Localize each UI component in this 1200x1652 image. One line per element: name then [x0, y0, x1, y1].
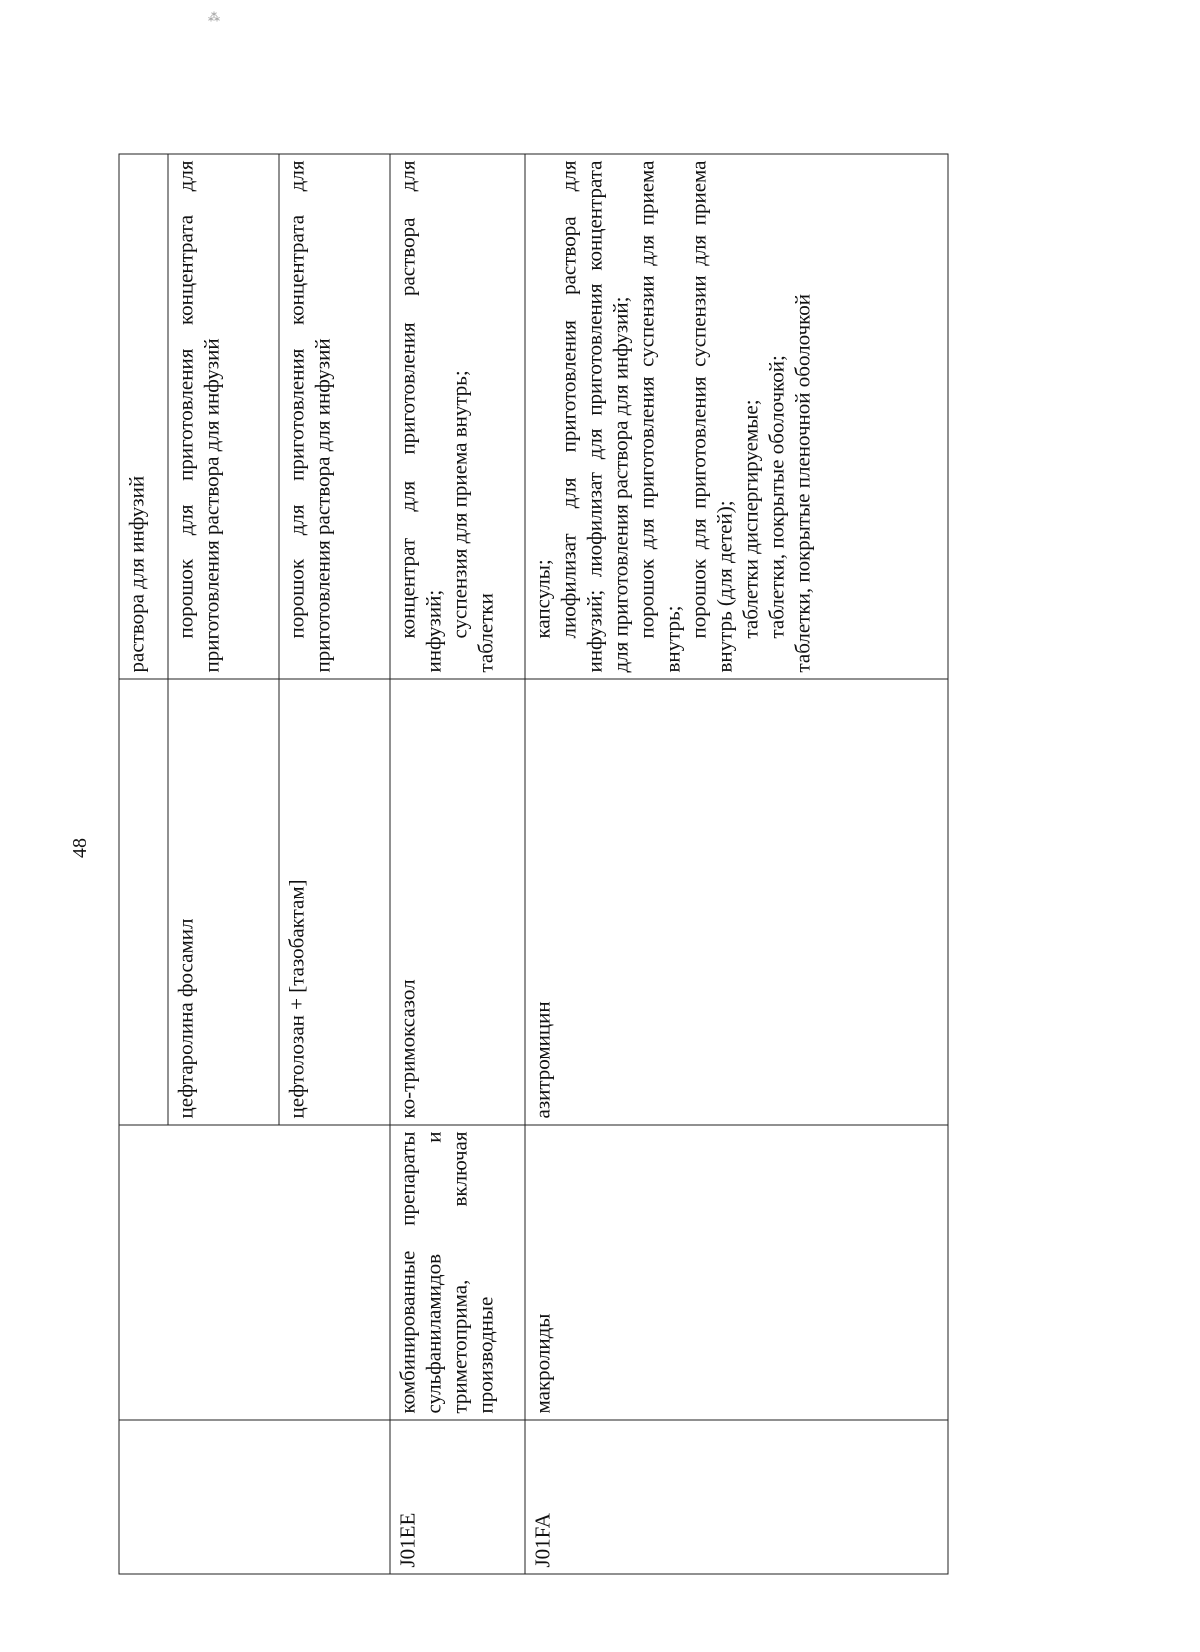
dosage-form-line: таблетки диспергируемые; [738, 399, 763, 639]
dosage-form-line: таблетки [473, 593, 498, 673]
medication-table [119, 154, 949, 1575]
page-number: 48 [69, 838, 91, 858]
dosage-forms-cell [168, 154, 279, 679]
dosage-form-line: порошок для приготовления суспензии для приема внутрь (для детей); [686, 160, 737, 673]
drug-name-cell: цефтолозан + [тазобактам] [279, 679, 390, 1125]
dosage-form-line: порошок для приготовления концентрата для приготовления раствора для инфузий [173, 160, 224, 673]
drug-name-cell: ко-тримоксазол [390, 679, 525, 1125]
group-cell: комбинированные препараты сульфаниламидов и триметоприма, включая производные [390, 1125, 525, 1420]
drug-name-cell [119, 679, 168, 1125]
dosage-forms-cell [279, 154, 390, 679]
table-row [119, 154, 168, 1574]
dosage-form-line: порошок для приготовления суспензии для приема внутрь; [634, 160, 685, 673]
group-cell [119, 1125, 390, 1420]
dosage-forms-cell [525, 154, 948, 679]
dosage-form-line: таблетки, покрытые оболочкой; [764, 355, 789, 639]
dosage-form-line: порошок для приготовления концентрата для приготовления раствора для инфузий [284, 160, 335, 673]
atc-code-cell: J01EE [390, 1420, 525, 1574]
medication-table-container [119, 155, 1054, 1575]
drug-name-cell: цефтаролина фосамил [168, 679, 279, 1125]
drug-name-cell: азитромицин [525, 679, 948, 1125]
dosage-form-line: капсулы; [530, 559, 555, 639]
group-cell: макролиды [525, 1125, 948, 1420]
dosage-form-line: таблетки, покрытые пленочной оболочкой [790, 293, 815, 673]
dosage-forms-cell [390, 154, 525, 679]
dosage-form-line: раствора для инфузий [124, 475, 149, 673]
dosage-form-line: концентрат для приготовления раствора для инфузий; [395, 160, 446, 673]
dosage-forms-cell [119, 154, 168, 679]
table-row [525, 154, 948, 1574]
atc-code-cell: J01FA [525, 1420, 948, 1574]
scan-artifact: ⁂ [208, 10, 220, 24]
table-row [390, 154, 525, 1574]
atc-code-cell [119, 1420, 390, 1574]
dosage-form-line: суспензия для приема внутрь; [447, 370, 472, 639]
dosage-form-line: лиофилизат для приготовления раствора для инфузий; лиофилизат для приготовления концентрата для приготовления раствора для инфузий; [556, 160, 633, 673]
